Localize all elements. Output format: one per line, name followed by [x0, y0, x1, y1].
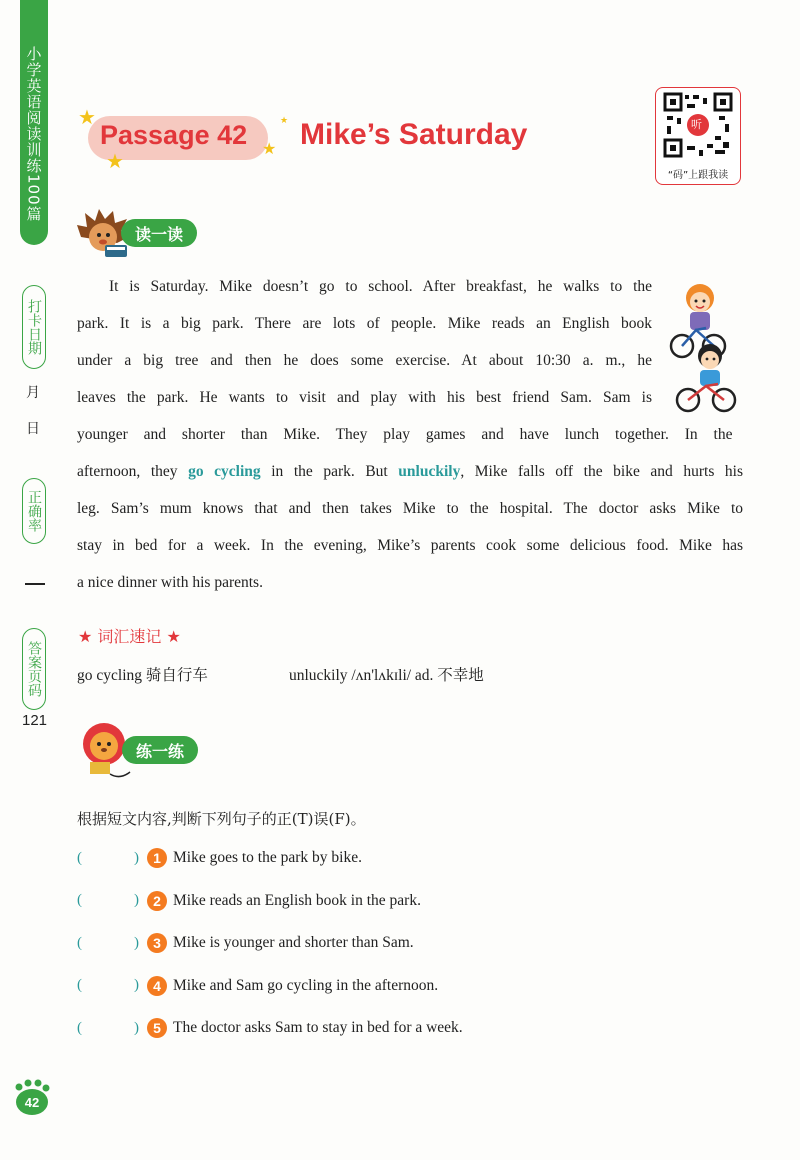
question-text: Mike and Sam go cycling in the afternoon. [173, 976, 439, 994]
answer-blank[interactable]: ( ) [77, 1019, 139, 1036]
qr-code-audio[interactable] [655, 87, 741, 185]
question-row [77, 1016, 463, 1040]
passage-line [77, 342, 743, 379]
passage-number: Passage 42 [100, 120, 248, 150]
sidebar-series-banner [20, 0, 48, 245]
checkin-date-label: 打卡日期 [22, 285, 46, 369]
month-label: 月 [26, 385, 40, 401]
vocab-item: go cycling 骑自行车 [77, 667, 208, 684]
question-text: Mike goes to the park by bike. [173, 849, 362, 866]
kids-cycling-illustration [666, 282, 742, 414]
passage-text: in the park. But [260, 463, 399, 480]
answer-blank[interactable]: ( ) [77, 892, 139, 908]
answer-blank[interactable]: ( ) [77, 977, 139, 993]
question-row [77, 889, 421, 913]
passage-line [77, 379, 743, 416]
qr-caption: “码”上跟我读 [667, 170, 729, 181]
answer-blank[interactable]: ( ) [77, 934, 139, 951]
page-number: 42 [24, 1095, 40, 1110]
question-row [77, 846, 362, 870]
passage-text: It is Saturday. Mike doesn’t go to school. After breakfast, he walks to the [109, 278, 652, 295]
question-text: Mike is younger and shorter than Sam. [173, 934, 414, 951]
series-title: 小学英语阅读训练100篇 [24, 46, 43, 222]
question-number: 1 [147, 848, 167, 868]
read-section-header [75, 207, 225, 255]
question-number: 2 [147, 891, 167, 911]
day-label: 日 [26, 421, 40, 437]
read-section-label: 读一读 [121, 219, 197, 247]
practice-section-label: 练一练 [122, 736, 198, 764]
vocab-heading: ★ 词汇速记 ★ [78, 627, 181, 646]
passage-text: leg. Sam’s mum knows that and then takes Mike to the hospital. The doctor asks Mike to [77, 500, 743, 517]
passage-line [77, 305, 743, 342]
answer-page-number: 121 [22, 712, 48, 729]
page-title: Mike’s Saturday [300, 118, 528, 151]
passage-title [78, 108, 598, 178]
question-text: Mike reads an English book in the park. [173, 891, 421, 909]
question-row [77, 931, 414, 955]
passage-text: under a big tree and then he does some exercise. At about 10:30 a. m., he [77, 352, 652, 369]
passage-line [77, 490, 743, 527]
passage-text: park. It is a big park. There are lots of people. Mike reads an English book [77, 315, 652, 332]
passage-line [77, 416, 743, 453]
practice-instruction: 根据短文内容,判断下列句子的正(T)误(F)。 [77, 810, 366, 828]
passage-text: stay in bed for a week. In the evening, Mike’s parents cook some delicious food. Mike has [77, 537, 743, 554]
passage-line [77, 453, 743, 490]
passage-text: younger and shorter than Mike. They play games and have lunch together. In the [77, 426, 733, 443]
star-icon: ★ [106, 151, 124, 173]
page-number-badge [12, 1078, 52, 1118]
listen-label: 听 [691, 118, 702, 131]
highlighted-vocab: unluckily [398, 463, 461, 480]
question-number: 4 [147, 976, 167, 996]
reading-passage [77, 268, 743, 601]
question-number: 5 [147, 1018, 167, 1038]
passage-line [77, 268, 743, 305]
practice-section-header [80, 722, 230, 782]
passage-text: afternoon, they [77, 463, 189, 480]
star-icon: ★ [78, 107, 96, 129]
passage-text: leaves the park. He wants to visit and play with his best friend Sam. Sam is [77, 389, 652, 406]
vocab-item: unluckily /ʌn'lʌkɪli/ ad. 不幸地 [289, 667, 484, 684]
question-text: The doctor asks Sam to stay in bed for a week. [173, 1019, 463, 1036]
accuracy-blank [25, 583, 45, 585]
accuracy-label: 正确率 [22, 478, 46, 544]
answer-blank[interactable]: ( ) [77, 849, 139, 866]
question-row [77, 974, 438, 998]
passage-line [77, 564, 743, 601]
passage-text: a nice dinner with his parents. [77, 574, 263, 591]
passage-line [77, 527, 743, 564]
star-icon: ★ [262, 141, 277, 158]
star-icon: ★ [280, 115, 289, 125]
passage-text: , Mike falls off the bike and hurts his [460, 463, 744, 480]
highlighted-vocab: go cycling [188, 463, 261, 480]
question-number: 3 [147, 933, 167, 953]
answer-page-label: 答案页码 [22, 628, 46, 710]
